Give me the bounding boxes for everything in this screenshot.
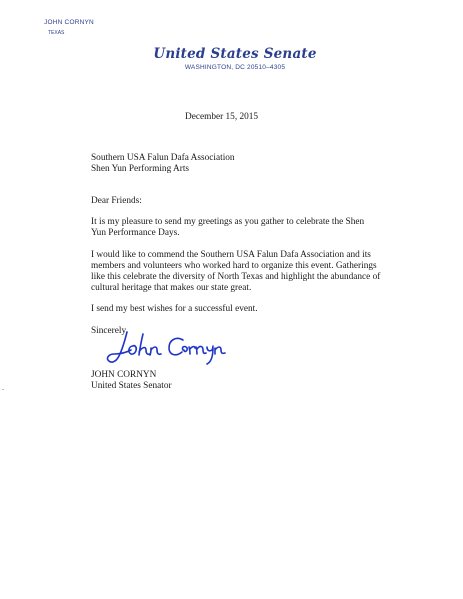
sender-block xyxy=(24,19,114,36)
senate-address: WASHINGTON, DC 20510–4305 xyxy=(184,64,286,71)
sender-state: TEXAS xyxy=(48,30,65,36)
body-paragraph: I would like to commend the Southern USA Falun Dafa Association and its members and volunteers who worked hard to organize this event. Gatherings like this celebrate the diversity of North Texas and highlight the abundance of cultural heritage that makes our state great. xyxy=(91,250,381,293)
recipient-block xyxy=(91,153,235,175)
senate-name: United States Senate xyxy=(153,46,317,62)
margin-mark xyxy=(2,389,4,390)
handwritten-signature xyxy=(105,326,245,370)
recipient-line: Southern USA Falun Dafa Association xyxy=(91,153,235,163)
recipient-line: Shen Yun Performing Arts xyxy=(91,164,190,174)
body-paragraph: I send my best wishes for a successful event. xyxy=(91,304,258,314)
body-paragraph: It is my pleasure to send my greetings as you gather to celebrate the Shen Yun Performance Days. xyxy=(91,217,365,238)
signer-title: United States Senator xyxy=(91,381,172,391)
sender-name: JOHN CORNYN xyxy=(44,19,94,26)
letter-date: December 15, 2015 xyxy=(185,112,259,122)
letterhead xyxy=(150,46,320,71)
signer-name: JOHN CORNYN xyxy=(91,370,157,380)
salutation: Dear Friends: xyxy=(91,196,142,206)
closing: Sincerely, xyxy=(91,326,128,336)
